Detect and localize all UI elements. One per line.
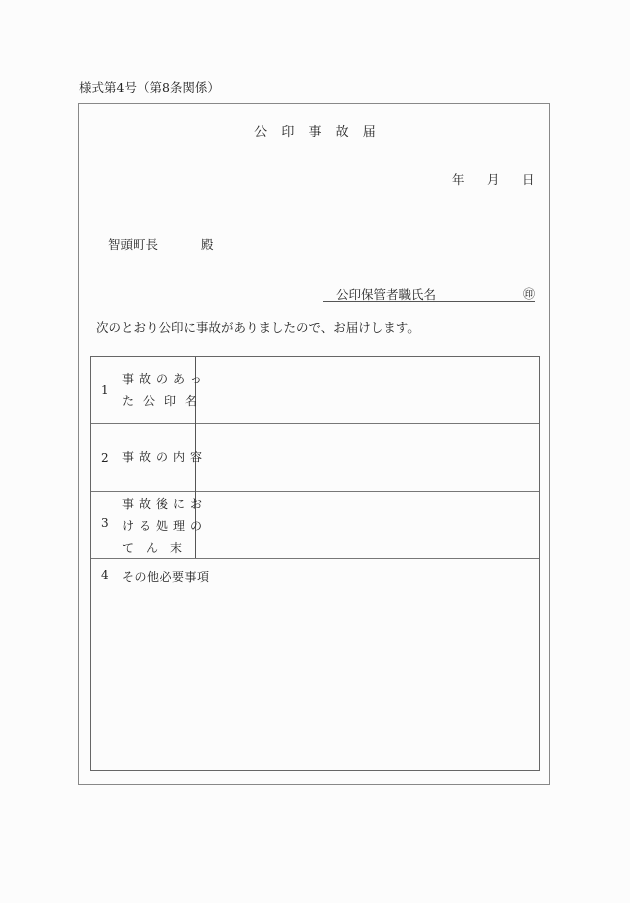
addressee-honorific: 殿 <box>201 237 214 252</box>
title-char: 故 <box>335 125 349 140</box>
body-text: 次のとおり公印に事故がありましたので、お届けします。 <box>96 320 420 335</box>
seal-icon: ㊞ <box>522 287 535 301</box>
applicant-label: 公印保管者職氏名 <box>336 287 437 302</box>
date-year-label: 年 <box>452 172 465 187</box>
accident-seal-name-input[interactable] <box>197 357 537 423</box>
row-number: 4 <box>101 568 109 582</box>
row-label-line: ける処理の <box>122 519 208 533</box>
row-label-line: た公印名 <box>122 394 207 408</box>
row-label-line: て ん 末 <box>122 541 183 555</box>
applicant-name-field[interactable] <box>323 285 535 302</box>
row-number: 1 <box>101 383 109 397</box>
accident-details-input[interactable] <box>197 425 537 491</box>
form-number-label: 様式第4号（第8条関係） <box>79 80 220 95</box>
row-number: 3 <box>101 516 109 530</box>
title-char: 印 <box>281 125 295 140</box>
document-title <box>0 121 630 140</box>
row-label-line: 事故後にお <box>122 497 208 511</box>
row-divider <box>91 491 539 492</box>
row-label-line: 事故の内容 <box>122 450 208 464</box>
row-label-line: 事故のあっ <box>122 372 207 386</box>
other-matters-input[interactable] <box>93 585 535 767</box>
row-label: その他必要事項 <box>122 570 210 584</box>
date-day-label: 日 <box>522 172 535 187</box>
row-divider <box>91 423 539 424</box>
accident-report-table <box>90 356 540 771</box>
row-label <box>122 368 207 412</box>
post-accident-handling-input[interactable] <box>197 493 537 558</box>
row-number: 2 <box>101 451 109 465</box>
addressee-name: 智頭町長 <box>108 237 159 252</box>
row-label <box>122 493 207 559</box>
title-char: 事 <box>308 125 322 140</box>
date-month-label: 月 <box>487 172 500 187</box>
title-char: 公 <box>254 125 268 140</box>
title-char: 届 <box>362 125 376 140</box>
row-label <box>122 446 207 468</box>
